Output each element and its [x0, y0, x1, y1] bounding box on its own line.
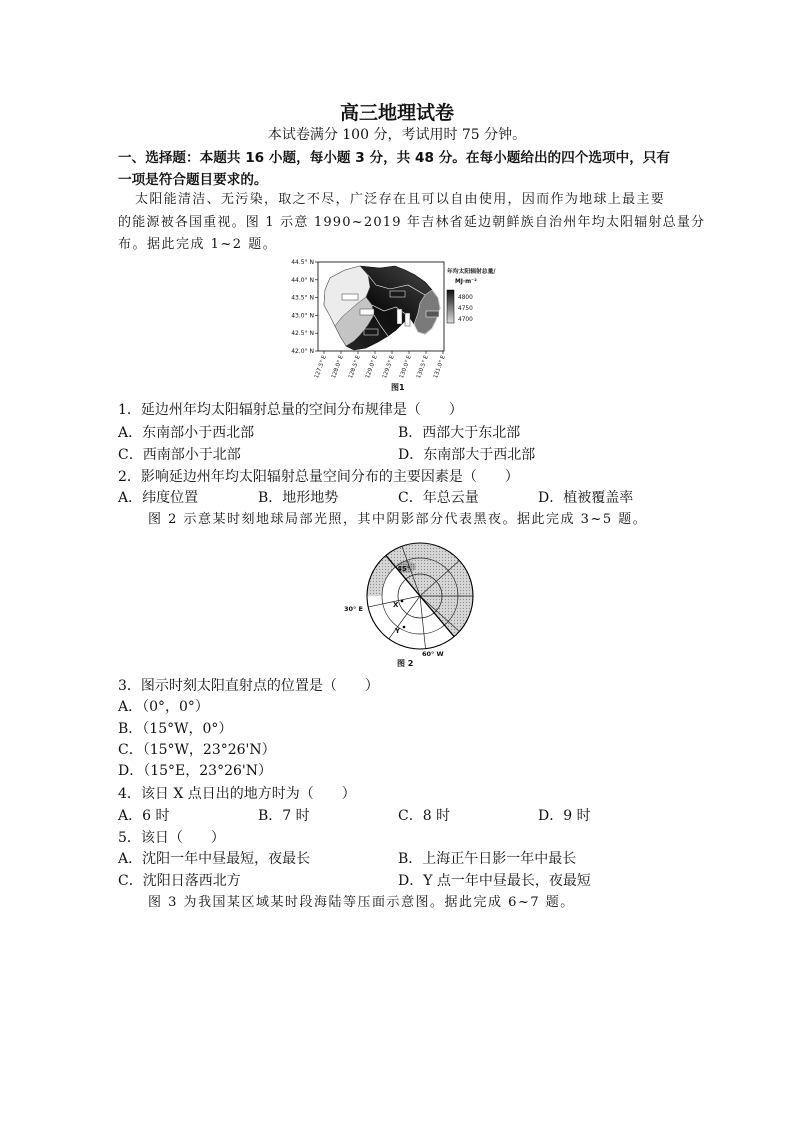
section-header-line-2: 一项是符合题目要求的。 [118, 172, 268, 188]
passage-1-line-3: 布。据此完成 1~2 题。 [118, 237, 278, 252]
passage-1-line-2: 的能源被各国重视。图 1 示意 1990~2019 年吉林省延边朝鲜族自治州年均太阳辐射总量分 [118, 215, 706, 230]
figure-2-diagram [330, 538, 490, 658]
lon-label: 131.0° E [432, 354, 447, 380]
q4-option-d: D．9 时 [538, 808, 591, 824]
q3-option-c: C．（15°W，23°26'N） [118, 742, 276, 758]
lat-label: 44.0° N [291, 276, 314, 284]
figure-2-caption: 图 2 [397, 659, 414, 668]
q1-option-b: B．西部大于东北部 [398, 425, 521, 441]
q3-option-b: B．（15°W，0°） [118, 721, 233, 737]
q1-option-a: A．东南部小于西北部 [118, 425, 255, 441]
point-y-marker [403, 626, 406, 629]
q3-option-d: D．（15°E，23°26'N） [118, 763, 272, 779]
legend-value: 4700 [458, 317, 473, 323]
lat-label: 42.5° N [291, 330, 314, 338]
q2-stem: 2．影响延边州年均太阳辐射总量空间分布的主要因素是（ ） [118, 469, 519, 485]
lat-label: 44.5° N [291, 259, 314, 266]
q1-option-d: D．东南部大于西北部 [398, 447, 536, 463]
q2-option-c: C．年总云量 [398, 490, 479, 506]
legend-color-bar [447, 290, 454, 323]
lat-ticks [315, 262, 318, 351]
lat-label: 42.0° N [291, 348, 314, 355]
q5-option-d: D．Y 点一年中昼最长，夜最短 [398, 873, 591, 889]
q2-option-a: A．纬度位置 [118, 490, 199, 506]
angle-label: 45° [397, 565, 411, 573]
exam-info: 本试卷满分 100 分，考试用时 75 分钟。 [267, 127, 527, 143]
q4-stem: 4．该日 X 点日出的地方时为（ ） [118, 786, 356, 802]
q4-option-b: B．7 时 [258, 808, 310, 824]
lon-label: 130.0° E [398, 354, 413, 380]
passage-1-line-1: 太阳能清洁、无污染，取之不尽，广泛存在且可以自由使用，因而作为地球上最主要 [135, 192, 665, 207]
lat-label: 43.5° N [291, 294, 314, 302]
q2-option-b: B．地形地势 [258, 490, 339, 506]
q4-option-c: C．8 时 [398, 808, 451, 824]
q2-option-d: D．植被覆盖率 [538, 490, 634, 506]
lon-label: 127.5° E [313, 354, 328, 380]
legend-title: 年均太阳辐射总量/ [447, 269, 496, 275]
lon-label: 128.0° E [330, 354, 345, 380]
q5-option-c: C．沈阳日落西北方 [118, 873, 241, 889]
passage-3: 图 3 为我国某区域某时段海陆等压面示意图。据此完成 6~7 题。 [148, 895, 575, 910]
q4-option-a: A．6 时 [118, 808, 170, 824]
lon-label: 129.0° E [364, 354, 379, 380]
point-y-label: Y [395, 627, 401, 635]
legend-unit: MJ·m⁻² [455, 279, 477, 285]
q5-stem: 5．该日（ ） [118, 830, 225, 846]
passage-2: 图 2 示意某时刻地球局部光照，其中阴影部分代表黑夜。据此完成 3~5 题。 [148, 512, 648, 527]
q3-option-a: A．（0°，0°） [118, 699, 209, 715]
lat-label: 43.0° N [291, 312, 314, 320]
q1-stem: 1．延边州年均太阳辐射总量的空间分布规律是（ ） [118, 402, 463, 418]
point-x-label: X [393, 601, 399, 609]
q3-stem: 3．图示时刻太阳直射点的位置是（ ） [118, 678, 379, 694]
q5-option-b: B．上海正午日影一年中最长 [398, 851, 577, 867]
figure-1-map [280, 255, 520, 380]
point-x-marker [401, 600, 404, 603]
legend-value: 4750 [458, 306, 473, 312]
lon-ticks [324, 351, 443, 354]
lon-60w-label: 60° W [422, 650, 444, 658]
q1-option-c: C．西南部小于北部 [118, 447, 241, 463]
q5-option-a: A．沈阳一年中昼最短，夜最长 [118, 851, 311, 867]
section-header-line-1: 一、选择题：本题共 16 小题，每小题 3 分，共 48 分。在每小题给出的四个选项中，只有 [118, 150, 670, 166]
lon-label: 130.5° E [415, 354, 430, 380]
lon-30e-label: 30° E [344, 605, 363, 613]
lon-label: 128.5° E [347, 354, 362, 380]
lon-label: 129.5° E [381, 354, 396, 380]
figure-1-caption: 图1 [391, 383, 405, 392]
legend-value: 4800 [458, 295, 473, 301]
page-title: 高三地理试卷 [339, 102, 454, 124]
